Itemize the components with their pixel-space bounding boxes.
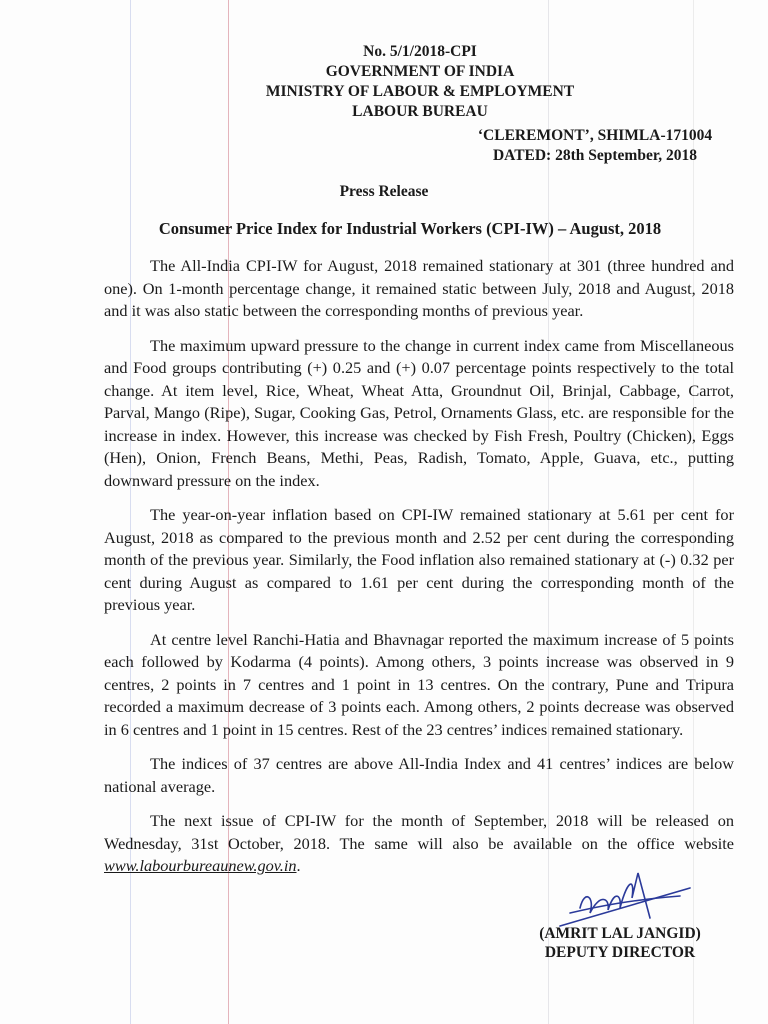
period: . xyxy=(296,856,301,875)
paragraph: The maximum upward pressure to the change in current index came from Miscellaneous and Food groups contributing (+) 0.25 and (+) 0.07 percentage points respectively to the total change. At item level, Rice, Wheat, Wheat Atta, Groundnut Oil, Brinjal, Cabbage, Carrot, Parval, Mango (Ripe), Sugar, Cooking Gas, Petrol, Ornaments Glass, etc. are responsible for the increase in index. However, this increase was checked by Fish Fresh, Poultry (Chicken), Eggs (Hen), Onion, French Beans, Methi, Peas, Radish, Tomato, Apple, Guava, etc., putting downward pressure on the index. xyxy=(104,335,734,490)
signatory-name: (AMRIT LAL JANGID) xyxy=(539,925,701,942)
address-block xyxy=(470,126,720,166)
paragraph: The year-on-year inflation based on CPI-IW remained stationary at 5.61 per cent for August, 2018 as compared to the previous month and 2.52 per cent during the corresponding month of the previous year. Similarly, the Food inflation also remained stationary at (-) 0.32 per cent during August as compared to 1.61 per cent during the corresponding month of the previous year. xyxy=(104,505,734,614)
ministry-name: MINISTRY OF LABOUR & EMPLOYMENT xyxy=(265,83,575,100)
release-info-text: The next issue of CPI-IW for the month of September, 2018 will be released on Wednesday, 31st October, 2018. The same will also be available on the office website xyxy=(104,811,734,853)
reference-number: No. 5/1/2018-CPI xyxy=(363,43,477,60)
paragraph: At centre level Ranchi-Hatia and Bhavnagar reported the maximum increase of 5 points each followed by Kodarma (4 points). Among others, 3 points increase was observed in 9 centres, 2 points in 7 centres and 1 point in 13 centres. On the contrary, Pune and Tripura recorded a maximum decrease of 3 points each. Among others, 2 points decrease was observed in 6 centres and 1 point in 15 centres. Rest of the 23 centres’ indices remained stationary. xyxy=(104,629,734,739)
document-title: Consumer Price Index for Industrial Workers (CPI-IW) – August, 2018 xyxy=(158,219,662,238)
date-line: DATED: 28th September, 2018 xyxy=(492,147,698,164)
government-name: GOVERNMENT OF INDIA xyxy=(325,63,515,80)
signatory-designation: DEPUTY DIRECTOR xyxy=(544,944,696,961)
letterhead xyxy=(230,42,610,122)
website-link[interactable]: www.labourbureaunew.gov.in xyxy=(104,856,297,875)
bureau-name: LABOUR BUREAU xyxy=(352,103,488,120)
document-body xyxy=(104,255,734,890)
signature xyxy=(540,868,740,928)
paragraph: The indices of 37 centres are above All-India Index and 41 centres’ indices are below national average. xyxy=(104,754,734,796)
signatory-block xyxy=(520,924,720,962)
office-location: ‘CLEREMONT’, SHIMLA-171004 xyxy=(477,127,713,144)
press-release-label: Press Release xyxy=(339,183,429,200)
paragraph: The All-India CPI-IW for August, 2018 remained stationary at 301 (three hundred and one). On 1-month percentage change, it remained static between July, 2018 and August, 2018 and it was also static between the corresponding months of previous year. xyxy=(104,256,734,320)
